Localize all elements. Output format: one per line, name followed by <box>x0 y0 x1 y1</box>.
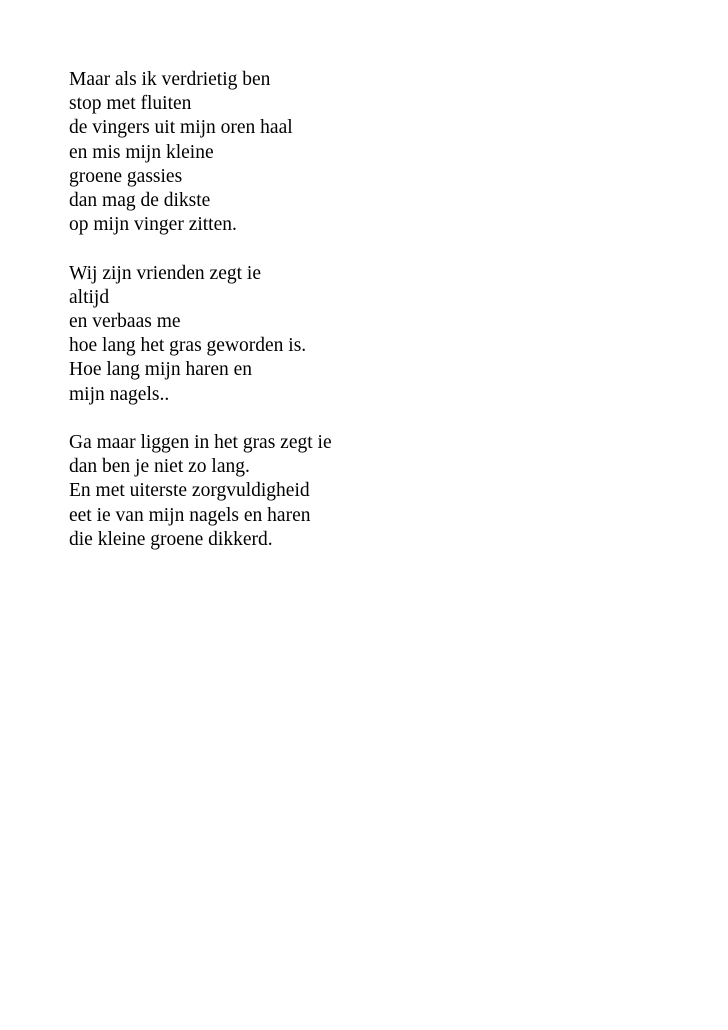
poem-line: stop met fluiten <box>69 93 192 115</box>
stanza-2 <box>69 262 669 407</box>
poem-line: de vingers uit mijn oren haal <box>69 117 293 139</box>
poem-line: En met uiterste zorgvuldigheid <box>69 480 310 502</box>
poem-line: dan mag de dikste <box>69 190 211 212</box>
poem-line: op mijn vinger zitten. <box>69 214 237 236</box>
poem-line: Maar als ik verdrietig ben <box>69 69 271 90</box>
poem-line: Wij zijn vrienden zegt ie <box>69 262 261 284</box>
stanza-3 <box>69 431 669 552</box>
poem-line: en mis mijn kleine <box>69 141 214 163</box>
poem-line: eet ie van mijn nagels en haren <box>69 504 311 526</box>
poem-line: altijd <box>69 286 110 308</box>
poem-line: die kleine groene dikkerd. <box>69 528 273 550</box>
poem-line: en verbaas me <box>69 311 181 333</box>
poem-line: Ga maar liggen in het gras zegt ie <box>69 432 332 454</box>
stanza-1 <box>69 68 669 237</box>
poem-line: groene gassies <box>69 165 183 187</box>
poem-line: hoe lang het gras geworden is. <box>69 335 307 357</box>
poem-line: mijn nagels.. <box>69 383 170 405</box>
poem-text <box>69 68 669 576</box>
poem-line: dan ben je niet zo lang. <box>69 456 250 478</box>
poem-line: Hoe lang mijn haren en <box>69 359 253 381</box>
